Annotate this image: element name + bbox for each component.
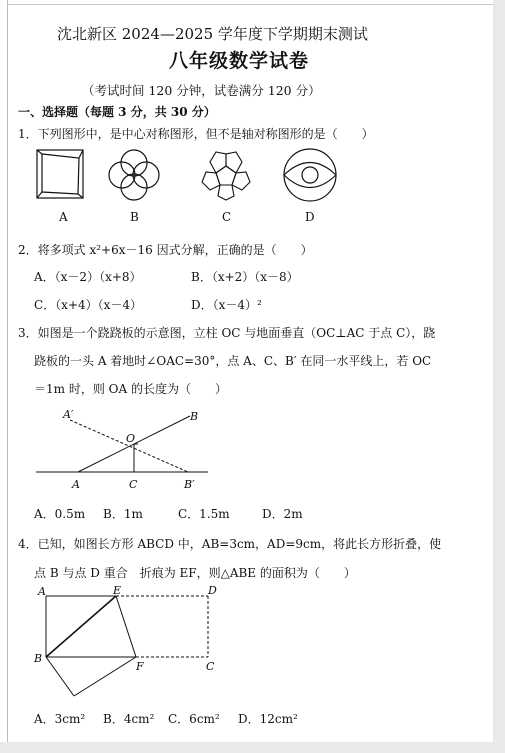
label-d: D	[208, 584, 217, 597]
question-3-option-b: B．1m	[103, 507, 143, 521]
exam-info: （考试时间 120 分钟，试卷满分 120 分）	[82, 83, 321, 98]
question-3-option-a: A．0.5m	[34, 507, 86, 521]
question-4-stem-line2: 点 B 与点 D 重合 折痕为 EF，则△ABE 的面积为（ ）	[34, 566, 356, 580]
question-3-stem-line3: ＝1m 时，则 OA 的长度为（ ）	[34, 382, 227, 396]
fold-line-ef	[116, 596, 136, 657]
question-4-figure	[32, 584, 227, 706]
question-3-figure	[30, 402, 220, 494]
question-2-stem: 2．将多项式 x²+6x－16 因式分解，正确的是（ ）	[18, 243, 313, 257]
label-f: F	[136, 660, 144, 673]
question-4-stem-line1: 4．已知，如图长方形 ABCD 中，AB=3cm，AD=9cm，将此长方形折叠，使	[18, 537, 442, 551]
option-d-label: D	[305, 210, 315, 224]
question-3-option-d: D．2m	[262, 507, 303, 521]
question-4-option-c: C．6cm²	[168, 712, 220, 726]
folded-side	[46, 657, 74, 696]
question-4-option-a: A．3cm²	[34, 712, 86, 726]
label-c: C	[129, 478, 138, 491]
option-a-label: A	[59, 210, 68, 224]
question-2-option-d: D．（x－4）²	[191, 298, 262, 312]
question-4-option-b: B．4cm²	[103, 712, 155, 726]
option-c-label: C	[222, 210, 232, 224]
section-title: 一、选择题（每题 3 分，共 30 分）	[18, 105, 216, 119]
label-a: A	[72, 478, 80, 491]
option-b-label: B	[130, 210, 139, 224]
option-b-figure	[109, 150, 159, 200]
option-a-figure	[37, 150, 83, 198]
label-c: C	[206, 660, 215, 673]
question-2-option-b: B．（x+2）（x－8）	[191, 270, 299, 284]
question-4-option-d: D．12cm²	[238, 712, 298, 726]
question-3-option-c: C．1.5m	[178, 507, 230, 521]
label-b: B	[190, 410, 199, 423]
left-margin-line	[7, 0, 8, 742]
segment-be	[46, 596, 116, 657]
top-margin-line	[7, 4, 493, 5]
exam-title-line2: 八年级数学试卷	[169, 50, 310, 72]
label-e: E	[113, 584, 122, 597]
question-1-stem: 1．下列图形中，是中心对称图形，但不是轴对称图形的是（ ）	[18, 127, 374, 141]
label-o: O	[126, 432, 136, 445]
label-b-prime: B′	[184, 478, 195, 491]
folded-bottom	[74, 657, 136, 696]
option-d-figure	[284, 149, 336, 201]
question-1-figures	[28, 146, 358, 226]
question-2-option-a: A．（x－2）（x+8）	[34, 270, 142, 284]
question-3-stem-line2: 跷板的一头 A 着地时∠OAC=30°，点 A、C、B′ 在同一水平线上，若 OC	[34, 354, 432, 368]
label-a: A	[38, 585, 46, 598]
exam-title-line1: 沈北新区 2024—2025 学年度下学期期末测试	[57, 25, 368, 43]
question-3-stem-line1: 3．如图是一个跷跷板的示意图，立柱 OC 与地面垂直（OC⊥AC 于点 C），跷	[18, 326, 436, 340]
option-c-figure	[202, 152, 250, 200]
question-2-option-c: C．（x+4）（x－4）	[34, 298, 143, 312]
label-b: B	[34, 652, 43, 665]
label-a-prime: A′	[63, 408, 74, 421]
